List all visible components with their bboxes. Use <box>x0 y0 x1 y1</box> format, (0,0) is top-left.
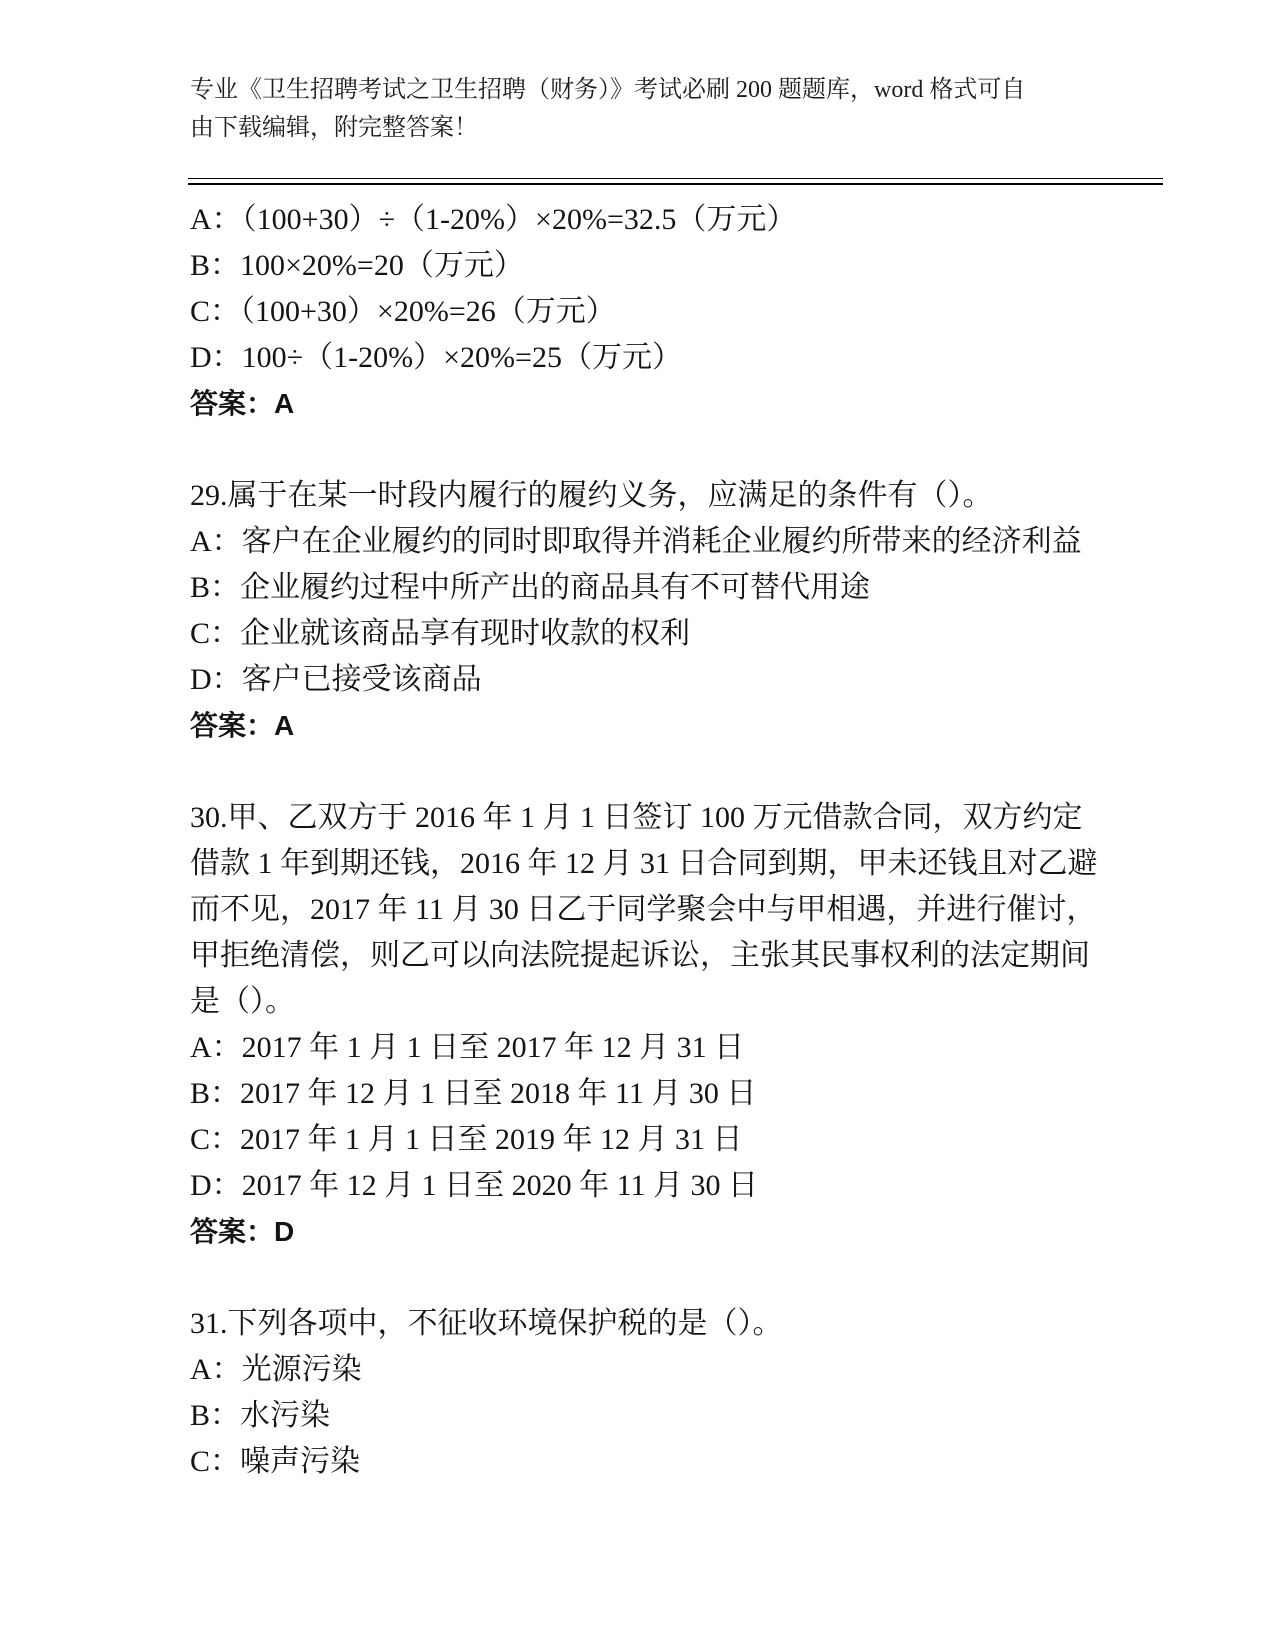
question-title-line: 是（）。 <box>190 985 295 1018</box>
option-line: B：2017 年 12 月 1 日至 2018 年 11 月 30 日 <box>190 1077 757 1110</box>
option-line: C：企业就该商品享有现时收款的权利 <box>190 617 691 650</box>
answer-line: 答案：D <box>190 1216 295 1247</box>
document-body <box>190 197 1120 1485</box>
option-line: C：噪声污染 <box>190 1445 361 1478</box>
option-line: C：（100+30）×20%=26（万元） <box>190 295 616 328</box>
option-line: B：100×20%=20（万元） <box>190 249 524 282</box>
option-line: A：光源污染 <box>190 1353 362 1386</box>
header-divider-double-rule <box>188 178 1163 185</box>
question-title-line: 31.下列各项中，不征收环境保护税的是（）。 <box>190 1307 783 1340</box>
question-title-line: 29.属于在某一时段内履行的履约义务，应满足的条件有（）。 <box>190 479 993 512</box>
question-title-line: 借款 1 年到期还钱，2016 年 12 月 31 日合同到期，甲未还钱且对乙避 <box>190 847 1098 880</box>
question-title-line: 而不见，2017 年 11 月 30 日乙于同学聚会中与甲相遇，并进行催讨， <box>190 893 1097 926</box>
option-line: D：100÷（1-20%）×20%=25（万元） <box>190 341 682 374</box>
option-line: A：2017 年 1 月 1 日至 2017 年 12 月 31 日 <box>190 1031 745 1064</box>
option-line: B：企业履约过程中所产出的商品具有不可替代用途 <box>190 571 871 604</box>
question-block-31 <box>190 1301 1120 1485</box>
page-header <box>190 71 1130 147</box>
answer-line: 答案：A <box>190 388 295 419</box>
question-block-30 <box>190 795 1120 1255</box>
block-spacer <box>190 1255 1120 1301</box>
option-line: A：客户在企业履约的同时即取得并消耗企业履约所带来的经济利益 <box>190 525 1082 558</box>
header-text-line1: 专业《卫生招聘考试之卫生招聘（财务）》考试必刷 200 题题库，word 格式可自 <box>190 77 1026 103</box>
question-block-28 <box>190 197 1120 427</box>
question-block-29 <box>190 473 1120 749</box>
block-spacer <box>190 427 1120 473</box>
option-line: A：（100+30）÷（1-20%）×20%=32.5（万元） <box>190 203 797 236</box>
option-line: D：客户已接受该商品 <box>190 663 482 696</box>
option-line: D：2017 年 12 月 1 日至 2020 年 11 月 30 日 <box>190 1169 759 1202</box>
question-title-line: 甲拒绝清偿，则乙可以向法院提起诉讼，主张其民事权利的法定期间 <box>190 939 1090 972</box>
option-line: C：2017 年 1 月 1 日至 2019 年 12 月 31 日 <box>190 1123 743 1156</box>
answer-line: 答案：A <box>190 710 295 741</box>
option-line: B：水污染 <box>190 1399 331 1432</box>
block-spacer <box>190 749 1120 795</box>
question-title-line: 30.甲、乙双方于 2016 年 1 月 1 日签订 100 万元借款合同，双方约定 <box>190 801 1083 834</box>
header-text-line2: 由下载编辑，附完整答案！ <box>190 115 478 141</box>
